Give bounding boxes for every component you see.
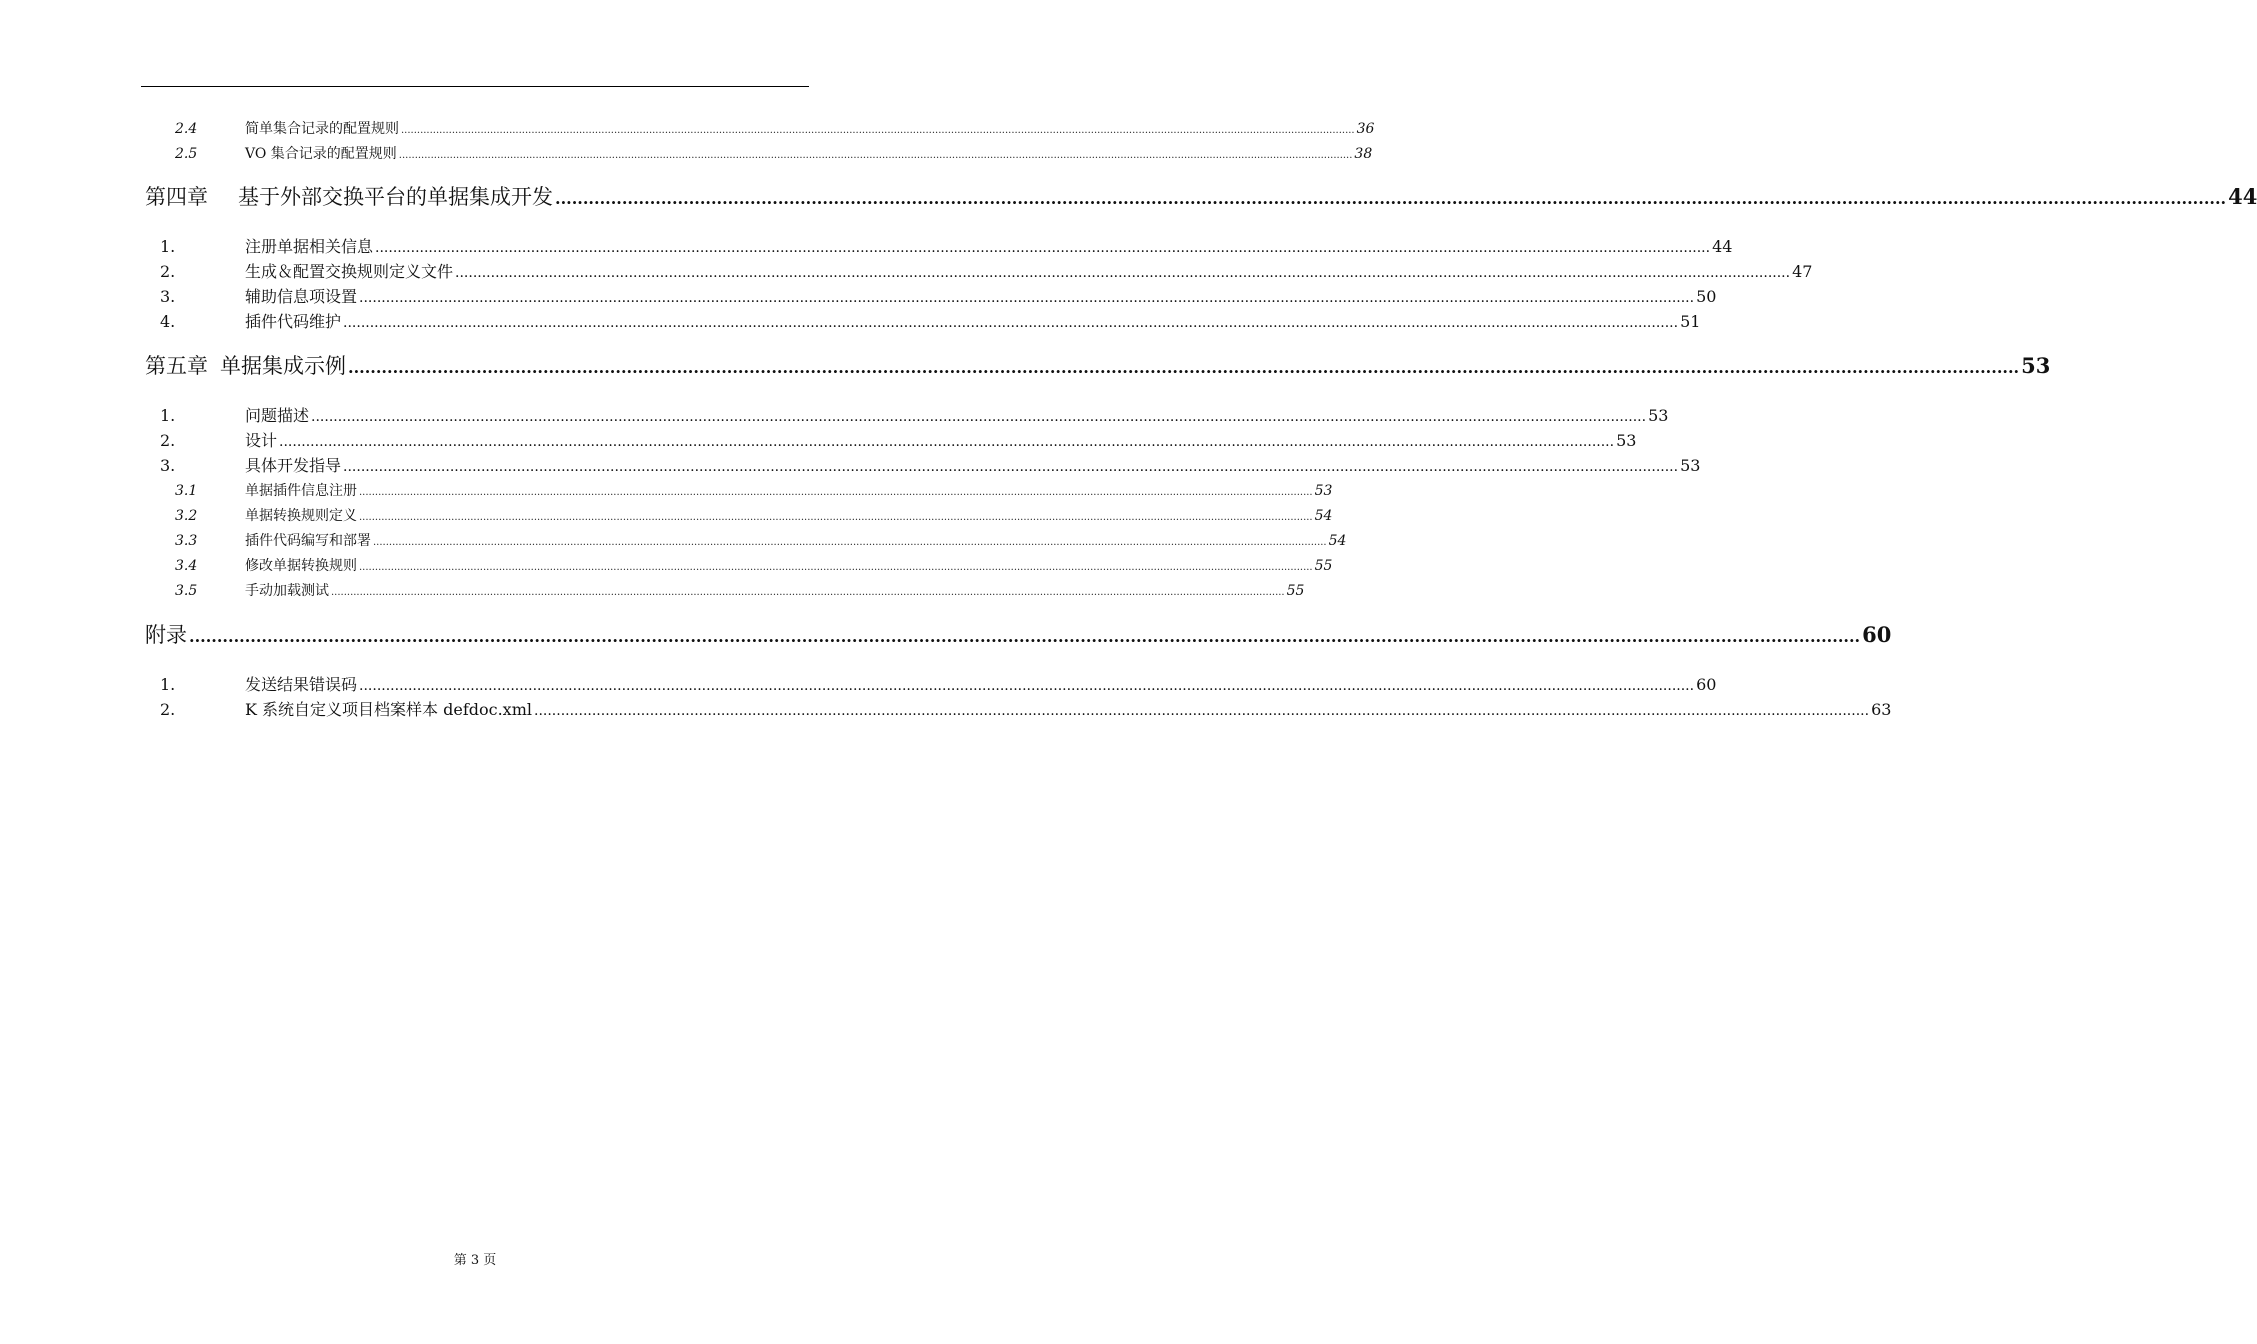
toc-title: VO 集合记录的配置规则 [245,146,397,162]
toc-number: 1. [160,406,176,425]
toc-number: 2.5 [175,146,198,162]
dot-leader: ............................................................................................................................................................................................................................................................................................................ [359,678,1695,694]
toc-entry-4-1[interactable] [145,234,1733,257]
dot-leader: ............................................................................................................................................................................................................................................................................................................ [331,587,1285,598]
toc-title: 注册单据相关信息 [245,237,374,256]
toc-page-number: 55 [1286,583,1305,599]
toc-entry-4-3[interactable] [145,284,1717,307]
toc-appendix[interactable] [145,619,1892,649]
toc-page-number: 60 [1862,622,1892,647]
toc-chapter-title: 单据集成示例 [220,354,346,378]
toc-number: 3. [160,287,176,306]
toc-title: 问题描述 [245,406,310,425]
toc-page-number: 54 [1314,508,1333,524]
toc-page-number: 53 [1314,483,1333,499]
dot-leader: ............................................................................................................................................................................................................................................................................................................ [189,627,1861,646]
toc-entry-2-4[interactable] [145,118,1375,138]
toc-title: 手动加载测试 [245,583,329,599]
toc-page-number: 38 [1354,146,1373,162]
dot-leader: ............................................................................................................................................................................................................................................................................................................ [375,240,1711,256]
toc-page-number: 63 [1871,700,1892,719]
dot-leader: ............................................................................................................................................................................................................................................................................................................ [455,265,1791,281]
toc-page-number: 53 [2021,353,2051,378]
toc-entry-5-3[interactable] [145,453,1701,476]
toc-entry-3-5[interactable] [145,580,1305,600]
toc-title: 生成＆配置交换规则定义文件 [245,262,454,281]
toc-chapter-title: 附录 [145,623,187,647]
toc-number: 3.5 [175,583,198,599]
toc-chapter-5[interactable] [145,350,2051,380]
dot-leader: ............................................................................................................................................................................................................................................................................................................ [343,315,1679,331]
toc-title: 插件代码编写和部署 [245,533,371,549]
toc-title: 发送结果错误码 [245,675,358,694]
toc-title: 插件代码维护 [245,312,342,331]
toc-page-number: 47 [1792,262,1813,281]
toc-entry-3-1[interactable] [145,480,1333,500]
toc-number: 3.4 [175,558,198,574]
toc-title: 修改单据转换规则 [245,558,357,574]
dot-leader: ............................................................................................................................................................................................................................................................................................................ [398,150,1353,161]
toc-number: 4. [160,312,176,331]
toc-number: 3. [160,456,176,475]
toc-entry-4-4[interactable] [145,309,1701,332]
dot-leader: ............................................................................................................................................................................................................................................................................................................ [279,434,1615,450]
toc-page-number: 53 [1648,406,1669,425]
dot-leader: ............................................................................................................................................................................................................................................................................................................ [359,562,1313,573]
toc-entry-appendix-2[interactable] [145,697,1892,720]
toc-number: 3.3 [175,533,198,549]
toc-number: 3.2 [175,508,198,524]
dot-leader: ............................................................................................................................................................................................................................................................................................................ [359,290,1695,306]
dot-leader: ............................................................................................................................................................................................................................................................................................................ [348,358,2020,377]
toc-entry-4-2[interactable] [145,259,1813,282]
toc-number: 3.1 [175,483,198,499]
toc-page-number: 36 [1356,121,1375,137]
toc-page-number: 60 [1696,675,1717,694]
toc-entry-3-2[interactable] [145,505,1333,525]
toc-page-number: 55 [1314,558,1333,574]
toc-page-number: 54 [1328,533,1347,549]
toc-page-number: 51 [1680,312,1701,331]
toc-entry-5-2[interactable] [145,428,1637,451]
toc-chapter-title: 基于外部交换平台的单据集成开发 [238,185,553,209]
toc-number: 2.4 [175,121,198,137]
dot-leader: ............................................................................................................................................................................................................................................................................................................ [311,409,1647,425]
dot-leader: ............................................................................................................................................................................................................................................................................................................ [359,512,1313,523]
toc-title: 设计 [245,431,278,450]
toc-chapter-number: 第五章 [145,354,208,378]
toc-number: 2. [160,700,176,719]
toc-chapter-4[interactable] [145,181,2257,211]
toc-page-number: 44 [2228,184,2257,209]
toc-number: 2. [160,431,176,450]
toc-entry-3-4[interactable] [145,555,1333,575]
toc-title: K 系统自定义项目档案样本 defdoc.xml [245,700,532,719]
dot-leader: ............................................................................................................................................................................................................................................................................................................ [401,125,1355,136]
toc-entry-2-5[interactable] [145,143,1373,163]
dot-leader: ............................................................................................................................................................................................................................................................................................................ [359,487,1313,498]
toc-title: 具体开发指导 [245,456,342,475]
toc-title: 单据插件信息注册 [245,483,357,499]
dot-leader: ............................................................................................................................................................................................................................................................................................................ [555,189,2227,208]
dot-leader: ............................................................................................................................................................................................................................................................................................................ [343,459,1679,475]
toc-number: 2. [160,262,176,281]
toc-entry-5-1[interactable] [145,403,1669,426]
toc-entry-3-3[interactable] [145,530,1347,550]
toc-number: 1. [160,675,176,694]
toc-page-number: 44 [1712,237,1733,256]
toc-number: 1. [160,237,176,256]
toc-title: 简单集合记录的配置规则 [245,121,399,137]
toc-page-number: 53 [1680,456,1701,475]
page-footer: 第 3 页 [453,1253,497,1268]
toc-chapter-number: 第四章 [145,185,208,209]
toc-title: 单据转换规则定义 [245,508,357,524]
header-rule [141,86,809,87]
toc-page-number: 50 [1696,287,1717,306]
dot-leader: ............................................................................................................................................................................................................................................................................................................ [534,703,1870,719]
toc-entry-appendix-1[interactable] [145,672,1717,695]
dot-leader: ............................................................................................................................................................................................................................................................................................................ [373,537,1327,548]
toc-page-number: 53 [1616,431,1637,450]
toc-title: 辅助信息项设置 [245,287,358,306]
